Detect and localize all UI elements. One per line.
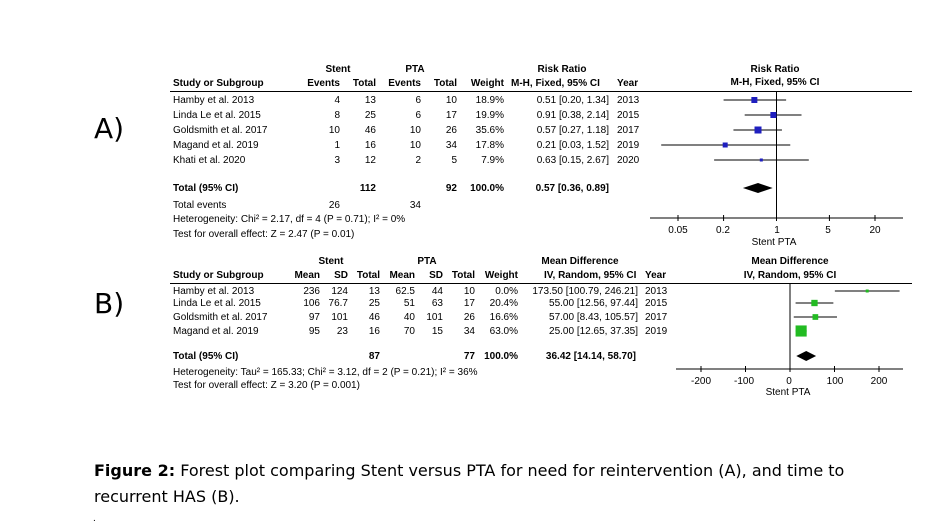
effect-ci: 57.00 [8.43, 105.57] xyxy=(549,312,638,323)
b-total-weight: 100.0% xyxy=(484,351,518,362)
weight: 16.6% xyxy=(489,312,518,323)
figure-caption xyxy=(94,458,854,510)
b-group1-header: Stent xyxy=(318,256,344,267)
study-marker xyxy=(866,290,869,293)
caption-text: Forest plot comparing Stent versus PTA for need for reintervention (A), and time to recurrent HAS (B). xyxy=(94,461,845,506)
a-col-study: Study or Subgroup xyxy=(173,78,264,89)
total-stent: 13 xyxy=(368,286,380,297)
sd-pta: 15 xyxy=(431,326,443,337)
b-total-label: Total (95% CI) xyxy=(173,351,239,362)
study-name: Magand et al. 2019 xyxy=(173,326,259,337)
effect-ci: 0.51 [0.20, 1.34] xyxy=(536,95,609,106)
study-marker xyxy=(811,300,817,306)
events-stent: 1 xyxy=(334,140,340,151)
total-stent: 25 xyxy=(368,298,380,309)
weight: 0.0% xyxy=(495,286,518,297)
mean-stent: 106 xyxy=(303,298,320,309)
panel-a-label: A) xyxy=(94,112,125,145)
a-effect-title: Risk Ratio xyxy=(537,64,587,75)
year: 2015 xyxy=(617,110,640,121)
b-col-year: Year xyxy=(645,270,667,281)
mean-stent: 95 xyxy=(308,326,320,337)
study-marker xyxy=(755,127,762,134)
total-stent: 25 xyxy=(364,110,376,121)
weight: 35.6% xyxy=(475,125,504,136)
sd-stent: 124 xyxy=(331,286,348,297)
b-col-sd1: SD xyxy=(334,270,348,281)
b-overall-effect: Test for overall effect: Z = 3.20 (P = 0.001) xyxy=(173,380,360,391)
effect-ci: 0.63 [0.15, 2.67] xyxy=(536,155,609,166)
a-total-weight: 100.0% xyxy=(470,183,504,194)
b-col-total2: Total xyxy=(451,270,475,281)
total-pta: 34 xyxy=(463,326,475,337)
b-tick-label: -100 xyxy=(733,376,754,387)
year: 2020 xyxy=(617,155,640,166)
sd-stent: 76.7 xyxy=(328,298,348,309)
events-pta: 2 xyxy=(415,155,421,166)
b-col-total1: Total xyxy=(356,270,380,281)
study-marker xyxy=(723,143,728,148)
b-col-mean2: Mean xyxy=(389,270,415,281)
weight: 17.8% xyxy=(475,140,504,151)
a-col-weight: Weight xyxy=(470,78,504,89)
total-stent: 13 xyxy=(364,95,376,106)
events-pta: 6 xyxy=(415,95,421,106)
study-marker xyxy=(751,97,757,103)
b-total-pta: 77 xyxy=(463,351,475,362)
b-tick-label: -200 xyxy=(690,376,711,387)
b-col-method: IV, Random, 95% CI xyxy=(544,270,637,281)
total-pta: 17 xyxy=(445,110,457,121)
caption-label: Figure 2: xyxy=(94,461,176,480)
total-stent: 16 xyxy=(368,326,380,337)
a-total-pta: 92 xyxy=(445,183,457,194)
total-pta: 10 xyxy=(445,95,457,106)
a-plot-title: Risk Ratio xyxy=(750,64,800,75)
b-plot-title: Mean Difference xyxy=(751,256,829,267)
mean-pta: 40 xyxy=(403,312,415,323)
total-stent: 16 xyxy=(364,140,376,151)
a-plot-method: M-H, Fixed, 95% CI xyxy=(730,77,820,88)
a-group2-header: PTA xyxy=(405,64,425,75)
events-stent: 3 xyxy=(334,155,340,166)
a-overall-effect: Test for overall effect: Z = 2.47 (P = 0.01) xyxy=(173,229,355,240)
a-total-stent: 112 xyxy=(359,183,376,194)
a-total-events-stent: 26 xyxy=(328,200,340,211)
weight: 20.4% xyxy=(489,298,518,309)
a-col-total1: Total xyxy=(352,78,376,89)
weight: 63.0% xyxy=(489,326,518,337)
mean-pta: 51 xyxy=(403,298,415,309)
events-stent: 4 xyxy=(334,95,340,106)
a-col-total2: Total xyxy=(433,78,457,89)
year: 2017 xyxy=(617,125,640,136)
b-tick-label: 100 xyxy=(826,376,844,387)
a-tick-label: 1 xyxy=(774,225,780,236)
effect-ci: 0.57 [0.27, 1.18] xyxy=(536,125,609,136)
mean-pta: 62.5 xyxy=(395,286,415,297)
events-pta: 10 xyxy=(409,140,421,151)
total-pta: 10 xyxy=(463,286,475,297)
weight: 7.9% xyxy=(481,155,504,166)
weight: 18.9% xyxy=(475,95,504,106)
pooled-diamond xyxy=(743,183,773,193)
sd-pta: 101 xyxy=(426,312,443,323)
b-plot-method: IV, Random, 95% CI xyxy=(743,270,837,281)
study-marker xyxy=(813,314,819,320)
year: 2015 xyxy=(645,298,668,309)
a-tick-label: 0.2 xyxy=(716,225,730,236)
study-name: Hamby et al. 2013 xyxy=(173,286,255,297)
b-total-effect: 36.42 [14.14, 58.70] xyxy=(545,351,636,362)
total-pta: 17 xyxy=(463,298,475,309)
a-col-events2: Events xyxy=(388,78,421,89)
sd-pta: 63 xyxy=(431,298,443,309)
effect-ci: 173.50 [100.79, 246.21] xyxy=(532,286,638,297)
total-pta: 34 xyxy=(445,140,457,151)
study-name: Goldsmith et al. 2017 xyxy=(173,125,268,136)
b-col-sd2: SD xyxy=(429,270,443,281)
total-stent: 46 xyxy=(368,312,380,323)
study-name: Khati et al. 2020 xyxy=(173,155,246,166)
weight: 19.9% xyxy=(475,110,504,121)
trailing-mark: . xyxy=(93,513,96,524)
a-group1-header: Stent xyxy=(325,64,351,75)
effect-ci: 25.00 [12.65, 37.35] xyxy=(549,326,638,337)
b-total-stent: 87 xyxy=(368,351,380,362)
a-total-label: Total (95% CI) xyxy=(173,183,239,194)
b-tick-label: 200 xyxy=(870,376,888,387)
mean-stent: 97 xyxy=(308,312,320,323)
sd-stent: 101 xyxy=(331,312,348,323)
events-pta: 6 xyxy=(415,110,421,121)
study-name: Hamby et al. 2013 xyxy=(173,95,255,106)
b-heterogeneity: Heterogeneity: Tau² = 165.33; Chi² = 3.12, df = 2 (P = 0.21); I² = 36% xyxy=(173,367,478,378)
a-tick-label: 20 xyxy=(869,225,881,236)
a-heterogeneity: Heterogeneity: Chi² = 2.17, df = 4 (P = 0.71); I² = 0% xyxy=(173,214,406,225)
a-total-events-label: Total events xyxy=(173,200,227,211)
events-stent: 10 xyxy=(328,125,340,136)
total-pta: 26 xyxy=(445,125,457,136)
sd-stent: 23 xyxy=(336,326,348,337)
b-col-mean1: Mean xyxy=(294,270,320,281)
a-axis-caption: Stent PTA xyxy=(751,237,797,248)
total-stent: 12 xyxy=(364,155,376,166)
sd-pta: 44 xyxy=(431,286,443,297)
year: 2017 xyxy=(645,312,668,323)
study-name: Linda Le et al. 2015 xyxy=(173,298,261,309)
study-name: Linda Le et al. 2015 xyxy=(173,110,261,121)
b-col-weight: Weight xyxy=(484,270,518,281)
b-tick-label: 0 xyxy=(786,376,792,387)
mean-stent: 236 xyxy=(303,286,320,297)
pooled-diamond xyxy=(796,351,816,361)
b-group2-header: PTA xyxy=(417,256,437,267)
a-tick-label: 5 xyxy=(825,225,831,236)
effect-ci: 55.00 [12.56, 97.44] xyxy=(549,298,638,309)
b-effect-title: Mean Difference xyxy=(541,256,619,267)
total-stent: 46 xyxy=(364,125,376,136)
year: 2013 xyxy=(617,95,640,106)
study-marker xyxy=(770,112,776,118)
a-col-year: Year xyxy=(617,78,639,89)
mean-pta: 70 xyxy=(403,326,415,337)
total-pta: 26 xyxy=(463,312,475,323)
events-pta: 10 xyxy=(409,125,421,136)
study-name: Magand et al. 2019 xyxy=(173,140,259,151)
a-col-events1: Events xyxy=(307,78,340,89)
year: 2019 xyxy=(617,140,640,151)
panel-b-label: B) xyxy=(94,287,125,320)
total-pta: 5 xyxy=(451,155,457,166)
a-col-method: M-H, Fixed, 95% CI xyxy=(511,78,600,89)
b-axis-caption: Stent PTA xyxy=(765,387,811,398)
year: 2019 xyxy=(645,326,668,337)
effect-ci: 0.91 [0.38, 2.14] xyxy=(536,110,609,121)
events-stent: 8 xyxy=(334,110,340,121)
a-total-events-pta: 34 xyxy=(409,200,421,211)
b-col-study: Study or Subgroup xyxy=(173,270,264,281)
study-marker xyxy=(760,159,763,162)
effect-ci: 0.21 [0.03, 1.52] xyxy=(536,140,609,151)
a-tick-label: 0.05 xyxy=(668,225,688,236)
a-total-effect: 0.57 [0.36, 0.89] xyxy=(535,183,609,194)
year: 2013 xyxy=(645,286,668,297)
study-marker xyxy=(796,325,807,336)
study-name: Goldsmith et al. 2017 xyxy=(173,312,268,323)
